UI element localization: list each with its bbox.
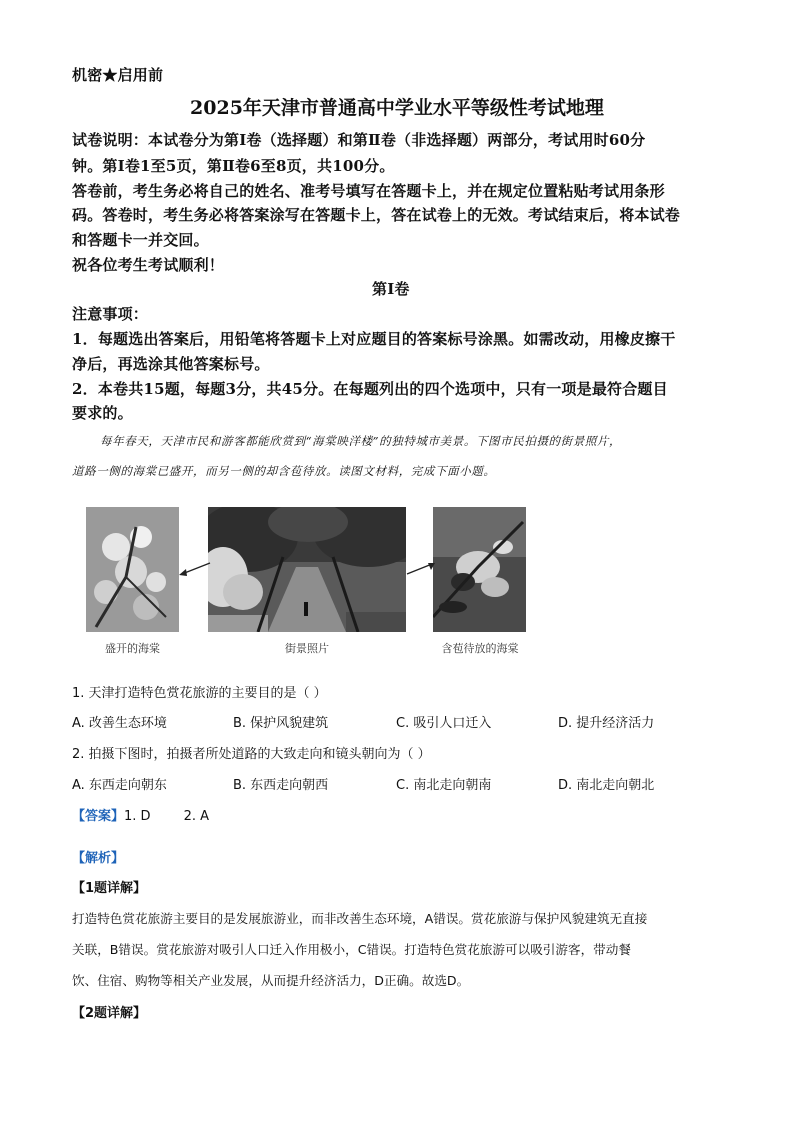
passage-line-1: 每年春天，天津市民和游客都能欣赏到“海棠映洋楼”的独特城市美景。下图市民拍摄的街景照片，: [100, 434, 622, 448]
section-title: 第Ⅰ卷: [372, 280, 410, 298]
detail-1-title: 【1题详解】: [72, 881, 147, 896]
notice-title: 注意事项：: [72, 305, 149, 323]
passage-line-2: 道路一侧的海棠已盛开，而另一侧的却含苞待放。读图文材料，完成下面小题。: [72, 464, 496, 478]
analysis-tag: 【解析】: [72, 851, 125, 866]
confidential-label: 机密★启用前: [72, 66, 164, 84]
question-1-option-c: C. 吸引人口迁入: [396, 716, 492, 731]
detail-1-line-3: 饮、住宿、购物等相关产业发展，从而提升经济活力，D正确。故选D。: [72, 973, 470, 988]
intro-line-4: 码。答卷时，考生务必将答案涂写在答题卡上，答在试卷上的无效。考试结束后，将本试卷: [72, 206, 681, 224]
question-1-option-d: D. 提升经济活力: [558, 716, 655, 731]
answer-block: [72, 805, 209, 824]
notice-2-line-2: 要求的。: [72, 404, 133, 422]
intro-line-1: 试卷说明：本试卷分为第Ⅰ卷（选择题）和第Ⅱ卷（非选择题）两部分，考试用时60分: [72, 131, 646, 149]
budding-begonia-photo: [433, 507, 526, 632]
answer-tag: 【答案】: [72, 809, 125, 824]
question-1-option-b: B. 保护风貌建筑: [233, 716, 329, 731]
answer-content: 1. D 2. A: [124, 809, 210, 824]
left-arrow-icon: [178, 560, 212, 580]
blooming-begonia-image: [86, 507, 179, 632]
blooming-begonia-photo: [86, 507, 179, 632]
question-2-option-a: A. 东西走向朝东: [72, 778, 167, 793]
detail-1-line-1: 打造特色赏花旅游主要目的是发展旅游业，而非改善生态环境，A错误。赏花旅游与保护风貌建筑无直接: [72, 911, 648, 926]
intro-line-5: 和答题卡一并交回。: [72, 231, 209, 249]
intro-line-2: 钟。第Ⅰ卷1至5页，第Ⅱ卷6至8页，共100分。: [72, 157, 395, 175]
street-scene-image: [208, 507, 406, 632]
notice-1-line-2: 净后，再选涂其他答案标号。: [72, 355, 270, 373]
question-1-option-a: A. 改善生态环境: [72, 716, 167, 731]
caption-blooming: 盛开的海棠: [105, 642, 160, 655]
question-2-option-b: B. 东西走向朝西: [233, 778, 329, 793]
intro-line-6: 祝各位考生考试顺利！: [72, 256, 225, 274]
notice-1-line-1: 1．每题选出答案后，用铅笔将答题卡上对应题目的答案标号涂黑。如需改动，用橡皮擦干: [72, 330, 676, 348]
intro-line-3: 答卷前，考生务必将自己的姓名、准考号填写在答题卡上，并在规定位置粘贴考试用条形: [72, 182, 665, 200]
question-2-stem: 2. 拍摄下图时，拍摄者所处道路的大致走向和镜头朝向为（ ）: [72, 747, 431, 762]
budding-begonia-image: [433, 507, 526, 632]
notice-2-line-1: 2．本卷共15题，每题3分，共45分。在每题列出的四个选项中，只有一项是最符合题目: [72, 380, 668, 398]
caption-budding: 含苞待放的海棠: [441, 642, 519, 655]
page-title: 2025年天津市普通高中学业水平等级性考试地理: [190, 97, 604, 119]
question-2-option-d: D. 南北走向朝北: [558, 778, 655, 793]
detail-1-line-2: 关联，B错误。赏花旅游对吸引人口迁入作用极小，C错误。打造特色赏花旅游可以吸引游客，带动餐: [72, 942, 631, 957]
caption-street: 街景照片: [285, 642, 329, 655]
street-photo: [208, 507, 406, 632]
question-2-option-c: C. 南北走向朝南: [396, 778, 492, 793]
question-1-stem: 1. 天津打造特色赏花旅游的主要目的是（ ）: [72, 686, 327, 701]
right-arrow-icon: [405, 560, 437, 580]
detail-2-title: 【2题详解】: [72, 1006, 147, 1021]
